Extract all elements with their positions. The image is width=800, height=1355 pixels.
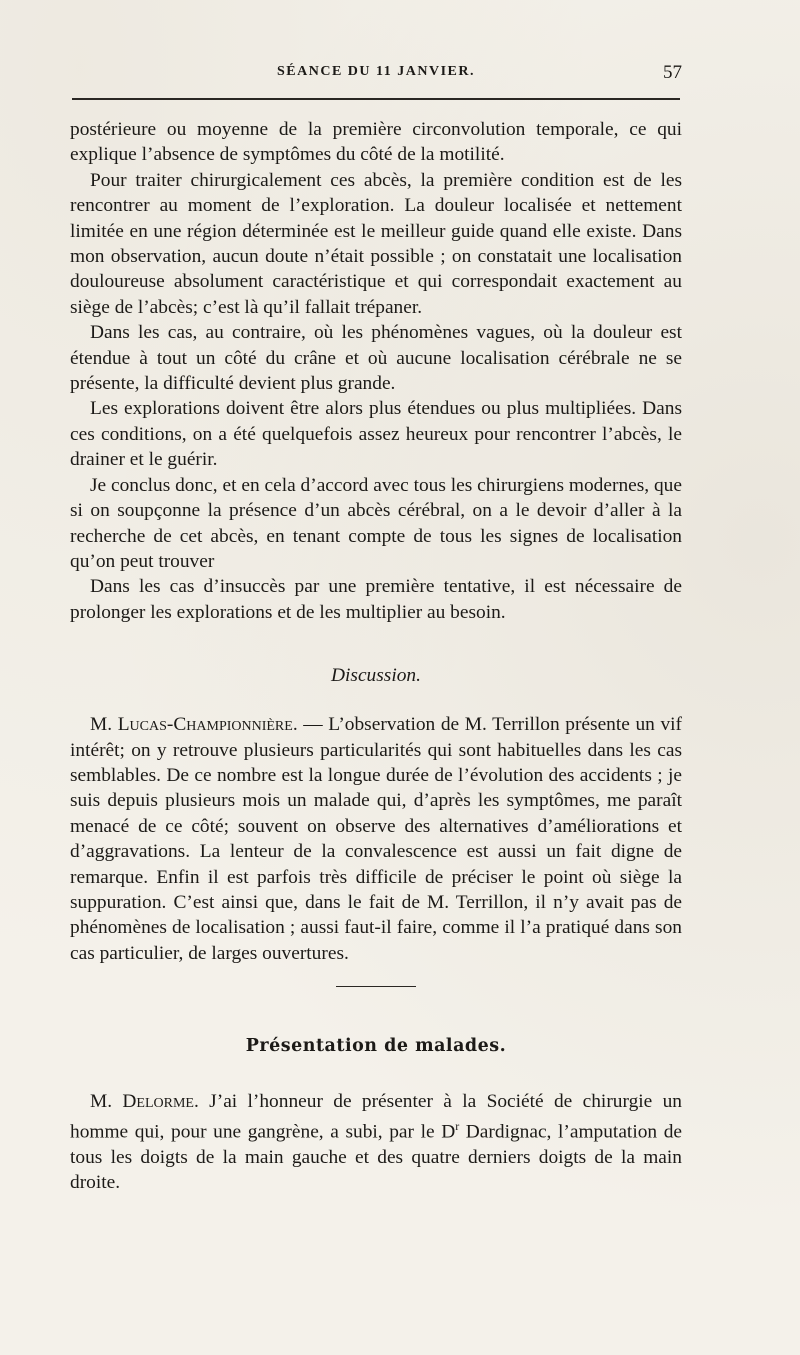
discussion-paragraph	[70, 712, 682, 966]
page-number: 57	[663, 62, 682, 83]
paragraph-4: Les explorations doivent être alors plus étendues ou plus multipliées. Dans ces conditions, on a été quelquefois assez heureux pour rencontrer l’abcès, le drainer et le guérir.	[70, 398, 682, 471]
section-divider	[336, 986, 416, 987]
running-title: SÉANCE DU 11 JANVIER.	[277, 64, 475, 79]
paragraph-5: Je conclus donc, et en cela d’accord avec tous les chirurgiens modernes, que si on soupçonne la présence d’un abcès cérébral, on a le devoir d’aller à la recherche de cet abcès, en tenant compte de tous les signes de localisation qu’on peut trouver	[70, 474, 682, 572]
paragraph-3: Dans les cas, au contraire, où les phénomènes vagues, où la douleur est étendue à tout un côté du crâne et où aucune localisation cérébrale ne se présente, la difficulté devient plus grande.	[70, 322, 682, 395]
presentation-heading: Présentation de malades.	[245, 1036, 507, 1057]
page-body	[70, 117, 682, 1196]
paragraph-6: Dans les cas d’insuccès par une première tentative, il est nécessaire de prolonger les explorations et de les multiplier au besoin.	[70, 576, 682, 623]
presentation-paragraph	[70, 1089, 682, 1196]
doctor-superscript: r	[455, 1119, 460, 1133]
paragraph-1: postérieure ou moyenne de la première circonvolution temporale, ce qui explique l’absence de symptômes du côté de la motilité.	[70, 119, 682, 166]
paragraph-2: Pour traiter chirurgicalement ces abcès, la première condition est de les rencontrer au moment de l’exploration. La douleur localisée et nettement limitée en une région déterminée est le meilleur guide quand elle existe. Dans mon observation, aucun doute n’était possible ; on constatait une localisation douloureuse absolument caractéristique et qui correspondait exactement au siège de l’abcès; c’est là qu’il fallait trépaner.	[70, 169, 682, 318]
discussion-text: — L’observation de M. Terrillon présente un vif intérêt; on y retrouve plusieurs particularités qui sont habituelles dans les cas semblables. De ce nombre est la longue durée de l’évolution des accidents ; je suis depuis plusieurs mois un malade qui, d’après les symptômes, me paraît menacé de ce côté; souvent on observe des alternatives d’améliorations et d’aggravations. La lenteur de la convalescence est aussi un fait digne de remarque. Enfin il est parfois très difficile de préciser le point où siège la suppuration. C’est ainsi que, dans le fait de M. Terrillon, il n’y avait pas de phénomènes de localisation ; aussi faut-il faire, comme il l’a pratiqué dans son cas particulier, de larges ouvertures.	[70, 714, 682, 964]
header-rule	[72, 98, 680, 100]
discussion-speaker: M. Lucas-Championnière.	[90, 714, 298, 736]
running-header	[70, 64, 682, 88]
presentation-text-after: Dardignac, l’amputation de tous les doigts de la main gauche et des quatre derniers doigts de la main droite.	[70, 1121, 682, 1194]
presentation-text-before: J’ai l’honneur de présenter à la Société de chirurgie un homme qui, pour une gangrène, a subi, par le D	[70, 1090, 682, 1143]
discussion-heading: Discussion.	[331, 665, 421, 687]
presentation-speaker: M. Delorme.	[90, 1090, 199, 1112]
